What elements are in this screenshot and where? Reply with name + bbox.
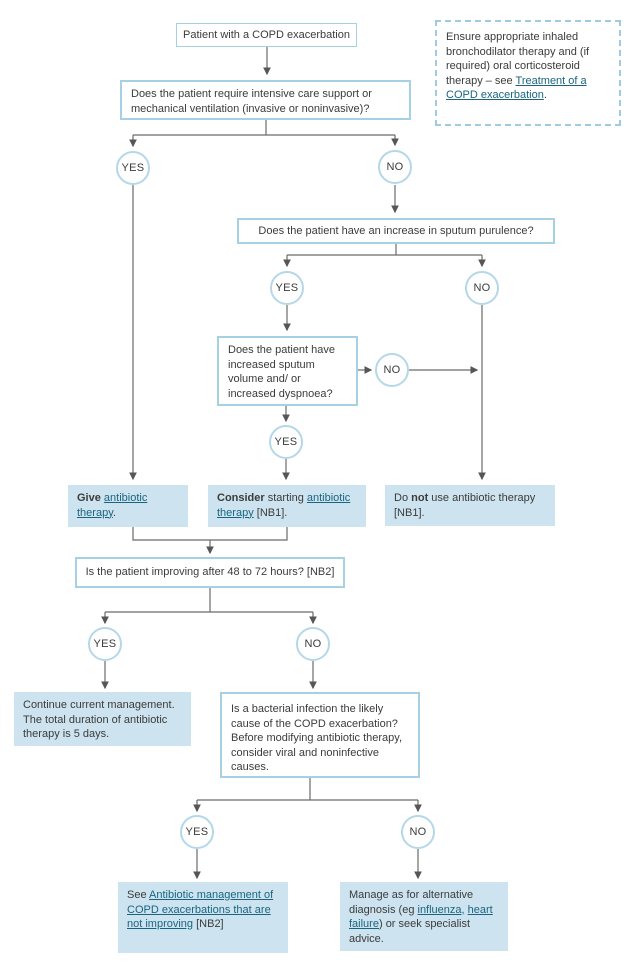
give-antibiotic-box [68, 485, 188, 527]
no-circle-improving [296, 627, 330, 661]
heart-failure-link[interactable]: heart failure [349, 903, 493, 931]
no-label: NO [473, 282, 491, 294]
no-antibiotic-box [385, 485, 555, 526]
yes-label: YES [185, 826, 209, 838]
start-box [176, 23, 357, 47]
consider-antibiotic-box [208, 485, 366, 527]
yes-circle-improving [88, 627, 122, 661]
influenza-link[interactable]: influenza, [417, 903, 465, 916]
yes-label: YES [274, 436, 298, 448]
side-note-text: Ensure appropriate inhaled bronchodilator therapy and (if required) oral corticosteroid therapy – see [446, 31, 590, 87]
no-circle-volume [375, 353, 409, 387]
antibiotic-therapy-link-give[interactable]: antibiotic therapy [77, 492, 148, 519]
side-note-tail: . [543, 89, 547, 102]
yes-circle-icu [116, 151, 150, 185]
give-tail: . [112, 506, 116, 519]
q-volume-text: Does the patient have increased sputum volume and/ or increased dyspnoea? [228, 344, 336, 400]
continue-management-box [14, 692, 191, 746]
do-not-bold: not [411, 492, 429, 504]
side-note-box [435, 20, 621, 126]
manage-alternative-box [340, 882, 508, 951]
manage-tail: ) or seek specialist advice. [349, 918, 471, 945]
yes-label: YES [121, 162, 145, 174]
q-volume-box [217, 336, 358, 406]
q-improving-box [75, 557, 345, 588]
yes-circle-bacterial [180, 815, 214, 849]
q-bacterial-text: Is a bacterial infection the likely cause of the COPD exacerbation? Before modifying antibiotic therapy, consider viral and noninfective causes. [231, 703, 402, 774]
see-tail: [NB2] [193, 918, 224, 931]
consider-mid: starting [264, 492, 307, 504]
consider-bold: Consider [217, 492, 265, 504]
yes-label: YES [275, 282, 299, 294]
no-circle-purulence [465, 271, 499, 305]
yes-circle-purulence [270, 271, 304, 305]
give-bold: Give [77, 492, 101, 504]
no-label: NO [386, 161, 404, 173]
manage-pre: Manage as for alternative diagnosis (eg [349, 889, 474, 916]
q-bacterial-box [220, 692, 420, 778]
q-purulence-box [237, 218, 555, 244]
antibiotic-management-link[interactable]: Antibiotic management of COPD exacerbations that are not improving [127, 889, 274, 931]
yes-label: YES [93, 638, 117, 650]
yes-circle-volume [269, 425, 303, 459]
start-text: Patient with a COPD exacerbation [183, 28, 350, 41]
consider-tail: [NB1]. [253, 506, 288, 519]
q-improving-text: Is the patient improving after 48 to 72 hours? [NB2] [85, 566, 335, 579]
treatment-copd-link[interactable]: Treatment of a COPD exacerbation [446, 74, 587, 102]
no-label: NO [304, 638, 322, 650]
do-not-pre: Do [394, 492, 412, 504]
continue-text: Continue current management. The total duration of antibiotic therapy is 5 days. [23, 699, 175, 741]
do-not-tail: use antibiotic therapy [NB1]. [394, 492, 536, 519]
no-circle-icu [378, 150, 412, 184]
no-label: NO [409, 826, 427, 838]
see-pre: See [127, 889, 150, 901]
q-purulence-text: Does the patient have an increase in sputum purulence? [258, 224, 534, 237]
antibiotic-therapy-link-consider[interactable]: antibiotic therapy [217, 492, 351, 519]
q-icu-text: Does the patient require intensive care support or mechanical ventilation (invasive or noninvasive)? [131, 88, 372, 115]
no-label: NO [383, 364, 401, 376]
see-management-box [118, 882, 288, 953]
no-circle-bacterial [401, 815, 435, 849]
q-icu-box [120, 80, 411, 120]
